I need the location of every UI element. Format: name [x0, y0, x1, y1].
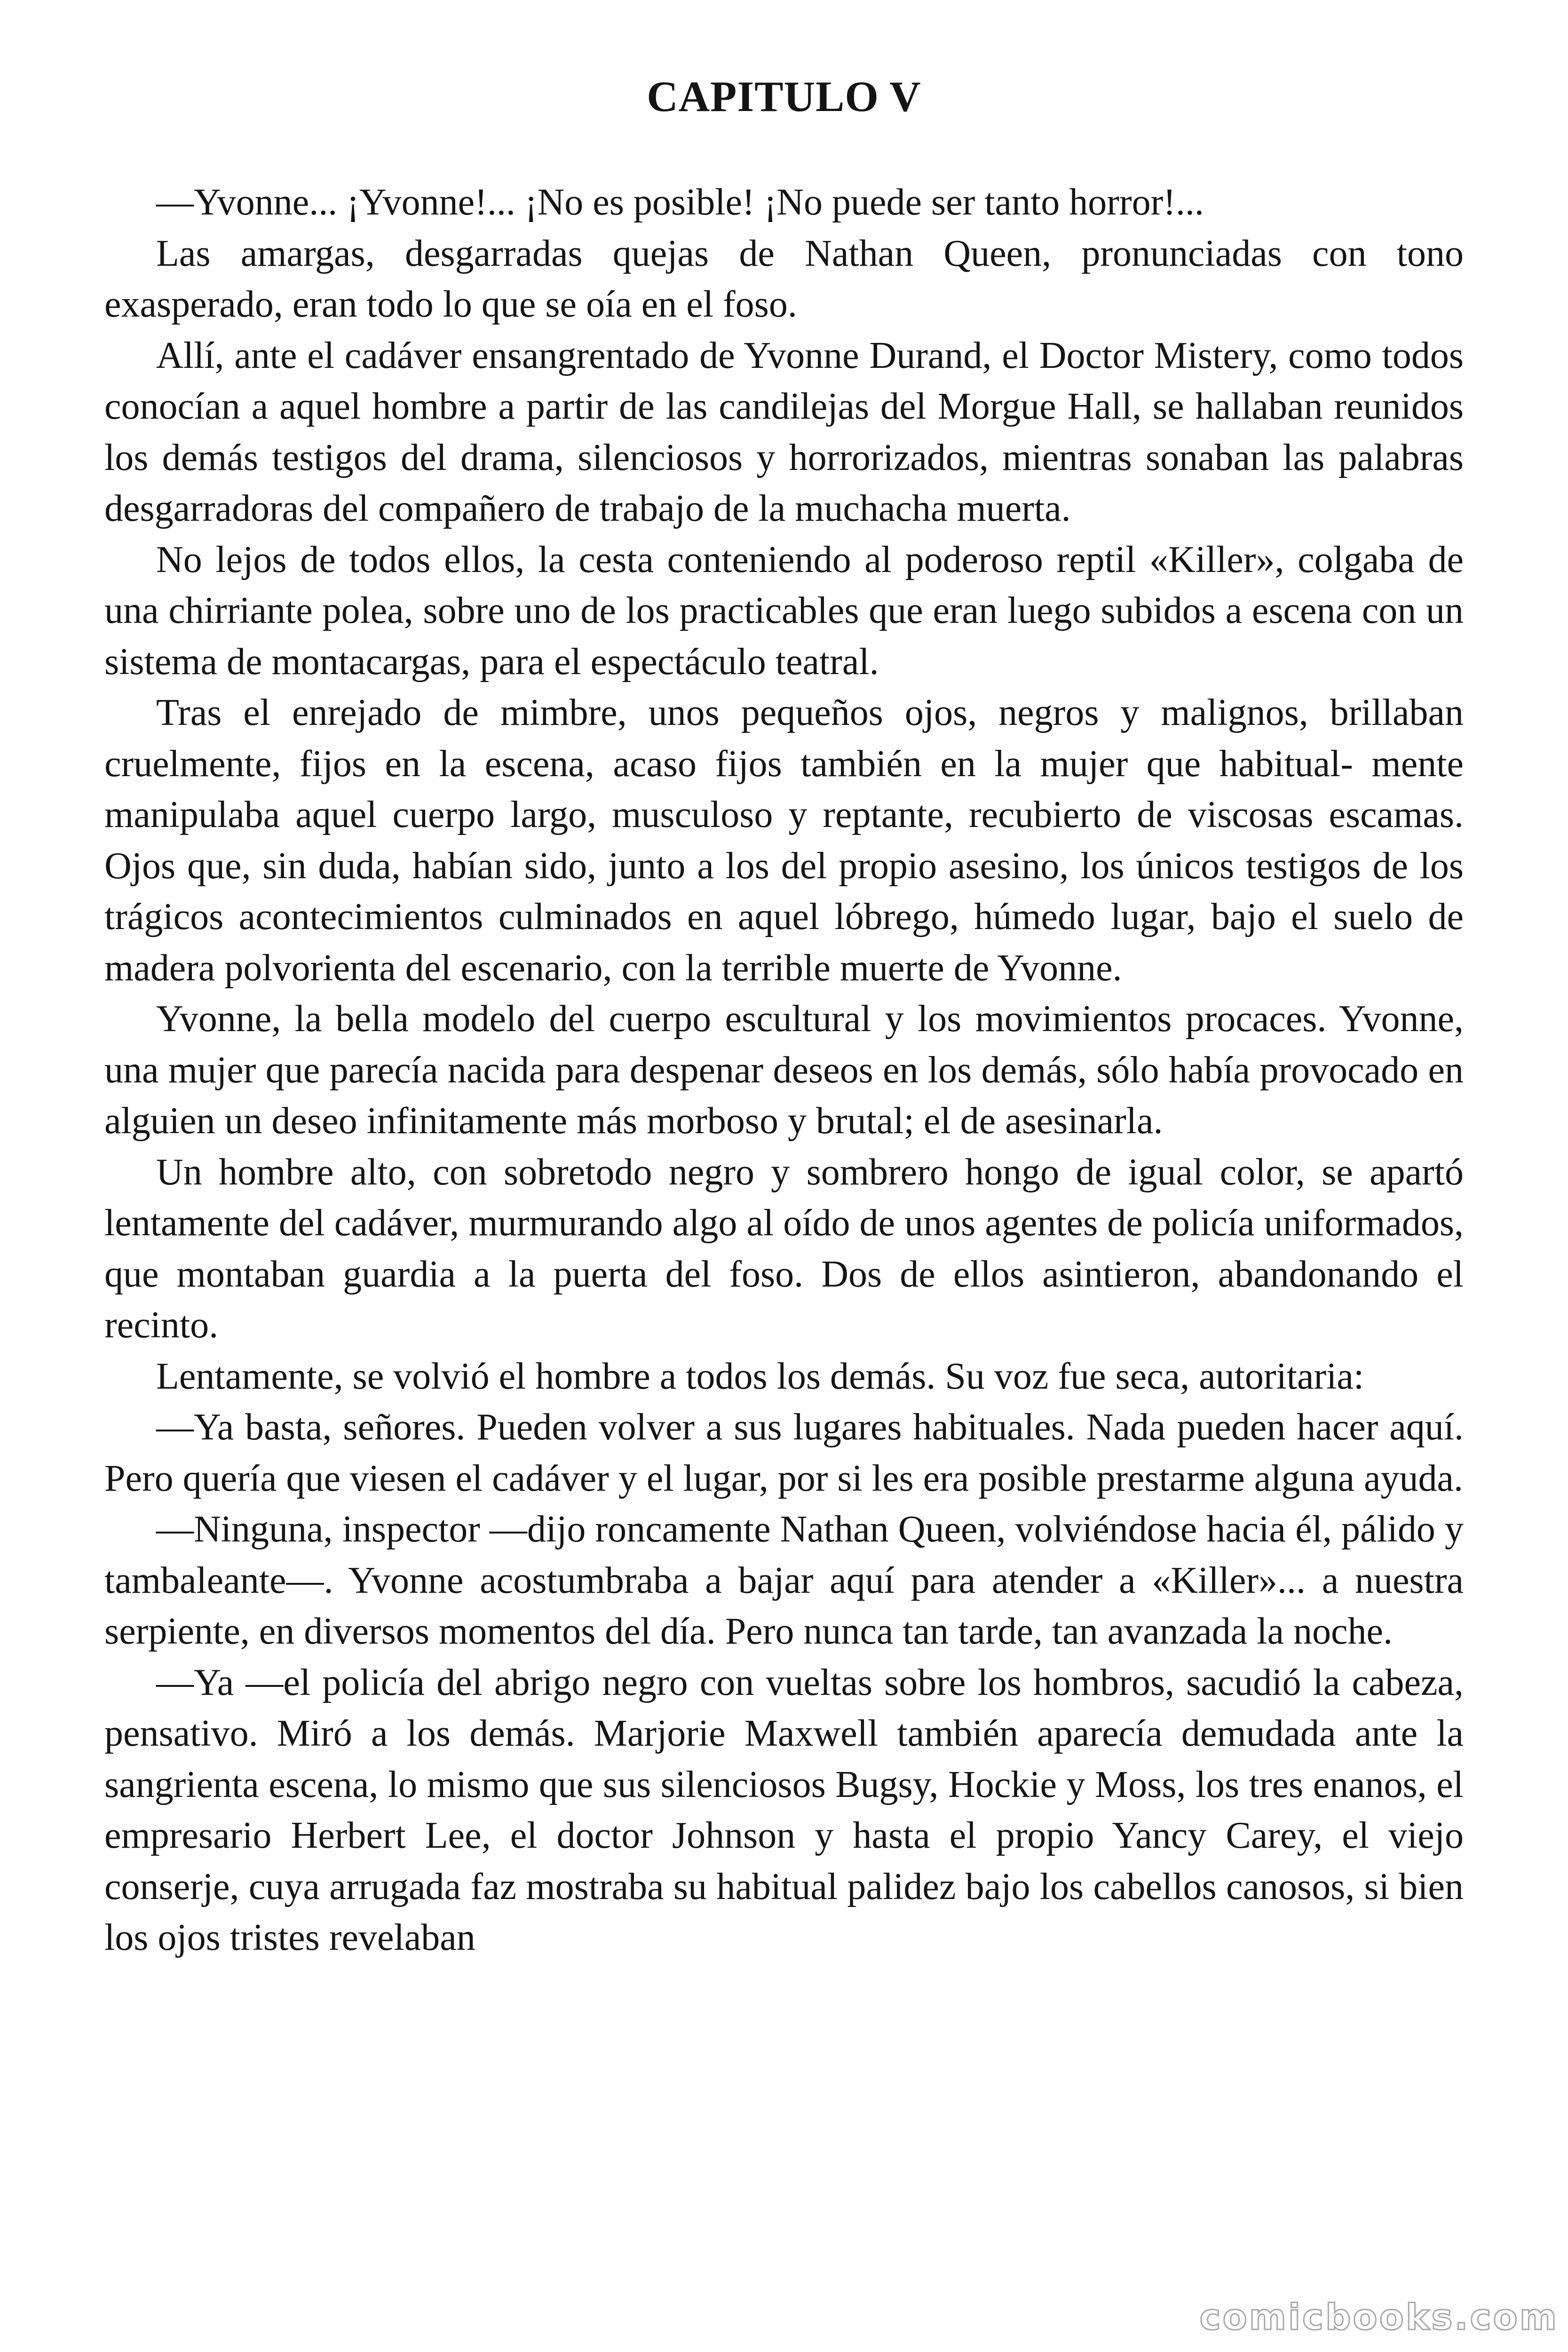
- paragraph: Un hombre alto, con sobretodo negro y sombrero hongo de igual color, se apartó lentamente del cadáver, murmurando algo al oído de unos agentes de policía uniformados, que montaban guardia a la puerta del foso. Dos de ellos asintieron, abandonando el recinto.: [104, 1151, 1464, 1346]
- paragraph: Allí, ante el cadáver ensangrentado de Yvonne Durand, el Doctor Mistery, como todos conocían a aquel hombre a partir de las candilejas del Morgue Hall, se hallaban reunidos los demás testigos del drama, silenciosos y horrorizados, mientras sonaban las palabras desgarradoras del compañero de trabajo de la muchacha muerta.: [104, 334, 1464, 529]
- paragraph: Tras el enrejado de mimbre, unos pequeños ojos, negros y malignos, brillaban cruelmente, fijos en la escena, acaso fijos también en la mujer que habitual- mente manipulaba aquel cuerpo largo, musculoso y reptante, recubierto de viscosas escamas. Ojos que, sin duda, habían sido, junto a los del propio asesino, los únicos testigos de los trágicos acontecimientos culminados en aquel lóbrego, húmedo lugar, bajo el suelo de madera polvorienta del escenario, con la terrible muerte de Yvonne.: [104, 692, 1464, 989]
- paragraph: Yvonne, la bella modelo del cuerpo escultural y los movimientos procaces. Yvonne, una mujer que parecía nacida para despenar deseos en los demás, sólo había provocado en alguien un deseo infinitamente más morboso y brutal; el de asesinarla.: [104, 998, 1464, 1142]
- paragraph: Las amargas, desgarradas quejas de Nathan Queen, pronunciadas con tono exasperado, eran todo lo que se oía en el foso.: [104, 232, 1464, 325]
- chapter-title: CAPITULO V: [647, 72, 921, 120]
- watermark: comicbooks.com: [1199, 2296, 1559, 2338]
- paragraph: No lejos de todos ellos, la cesta conteniendo al poderoso reptil «Killer», colgaba de una chirriante polea, sobre uno de los practicables que eran luego subidos a escena con un sistema de montacargas, para el espectáculo teatral.: [104, 539, 1464, 683]
- paragraph: —Yvonne... ¡Yvonne!... ¡No es posible! ¡No puede ser tanto horror!...: [156, 182, 1204, 223]
- document-page: [104, 61, 1464, 1963]
- paragraph: —Ninguna, inspector —dijo roncamente Nathan Queen, volviéndose hacia él, pálido y tambaleante—. Yvonne acostumbraba a bajar aquí para atender a «Killer»... a nuestra serpiente, en diversos momentos del día. Pero nunca tan tarde, tan avanzada la noche.: [104, 1509, 1464, 1652]
- paragraph: —Ya basta, señores. Pueden volver a sus lugares habituales. Nada pueden hacer aquí. Pero quería que viesen el cadáver y el lugar, por si les era posible prestarme alguna ayuda.: [104, 1406, 1464, 1499]
- paragraph: —Ya —el policía del abrigo negro con vueltas sobre los hombros, sacudió la cabeza, pensativo. Miró a los demás. Marjorie Maxwell también aparecía demudada ante la sangrienta escena, lo mismo que sus silenciosos Bugsy, Hockie y Moss, los tres enanos, el empresario Herbert Lee, el doctor Johnson y hasta el propio Yancy Carey, el viejo conserje, cuya arrugada faz mostraba su habitual palidez bajo los cabellos canosos, si bien los ojos tristes revelaban: [104, 1661, 1464, 1958]
- paragraph: Lentamente, se volvió el hombre a todos los demás. Su voz fue seca, autoritaria:: [156, 1355, 1364, 1397]
